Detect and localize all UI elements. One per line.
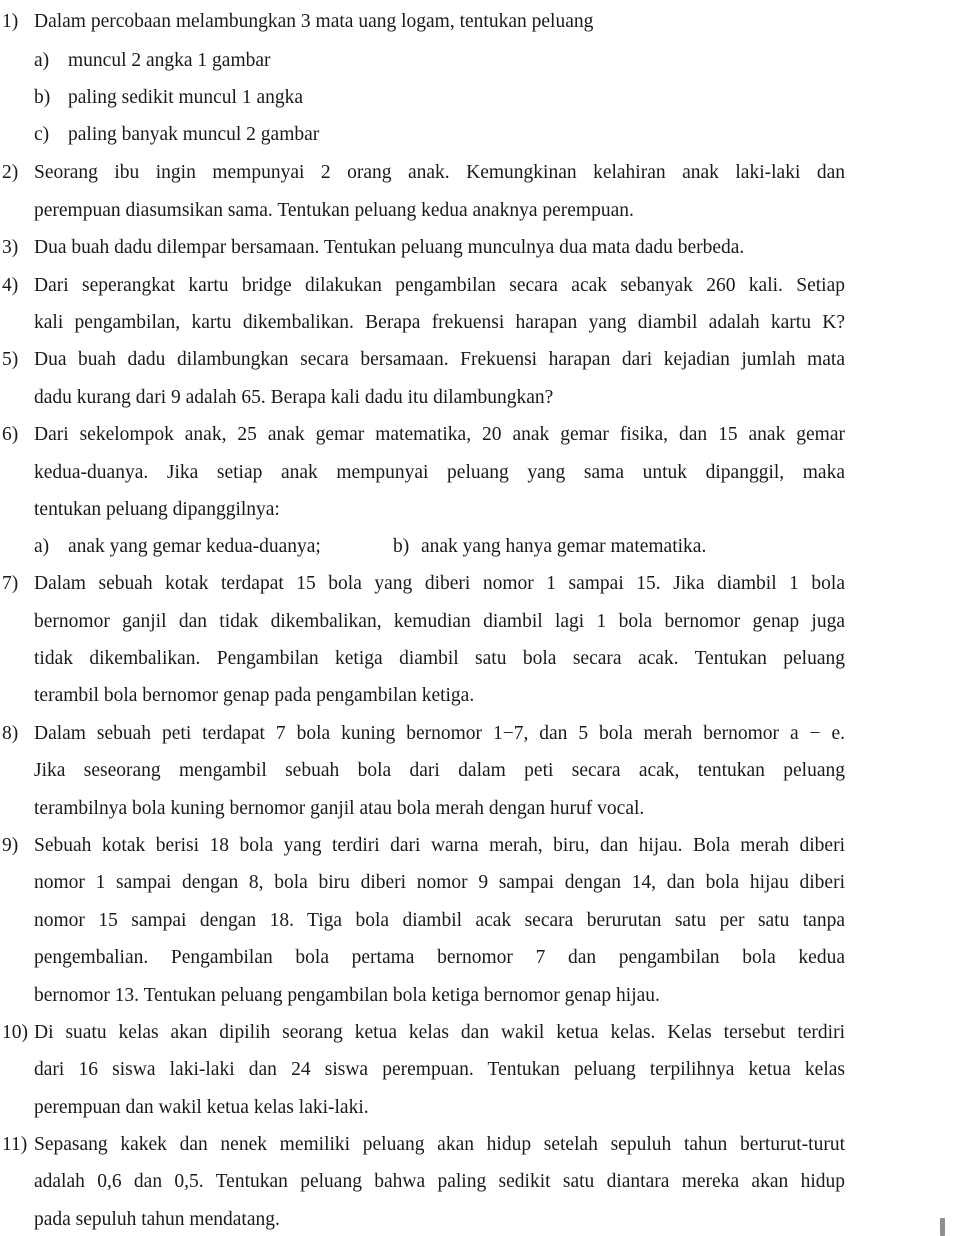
- scrollbar-thumb[interactable]: [940, 1218, 945, 1236]
- question-text-line: Seorang ibu ingin mempunyai 2 orang anak. Kemungkinan kelahiran anak laki-laki dan: [34, 162, 845, 183]
- question-text-line: Dari sekelompok anak, 25 anak gemar matematika, 20 anak gemar fisika, dan 15 anak gemar: [34, 424, 845, 445]
- question-text-line: perempuan dan wakil ketua kelas laki-laki.: [34, 1097, 369, 1118]
- question-number: 4): [2, 275, 19, 296]
- sub-item: [34, 535, 321, 559]
- question-text-line: Dalam sebuah kotak terdapat 15 bola yang diberi nomor 1 sampai 15. Jika diambil 1 bola: [34, 573, 845, 594]
- question-number: 7): [2, 573, 19, 594]
- question-number: 10): [2, 1022, 28, 1043]
- question-text-line: Di suatu kelas akan dipilih seorang ketua kelas dan wakil ketua kelas. Kelas tersebut terdiri: [34, 1022, 845, 1043]
- question-text-line: kali pengambilan, kartu dikembalikan. Berapa frekuensi harapan yang diambil adalah kartu K?: [34, 312, 845, 333]
- question-text-line: kedua-duanya. Jika setiap anak mempunyai peluang yang sama untuk dipanggil, maka: [34, 462, 845, 483]
- question-number: 2): [2, 162, 19, 183]
- sub-item-label: b): [393, 536, 410, 557]
- question-number: 6): [2, 424, 19, 445]
- sub-item-text: paling sedikit muncul 1 angka: [68, 87, 304, 108]
- sub-item-label: c): [34, 124, 50, 145]
- question-number: 9): [2, 835, 19, 856]
- sub-item-label: a): [34, 50, 50, 71]
- question-text-line: Dua buah dadu dilempar bersamaan. Tentukan peluang munculnya dua mata dadu berbeda.: [34, 237, 745, 258]
- question-text-line: Dari seperangkat kartu bridge dilakukan pengambilan secara acak sebanyak 260 kali. Setiap: [34, 275, 845, 296]
- question-text-line: Dua buah dadu dilambungkan secara bersamaan. Frekuensi harapan dari kejadian jumlah mata: [34, 349, 845, 370]
- question-text-line: tidak dikembalikan. Pengambilan ketiga diambil satu bola secara acak. Tentukan peluang: [34, 648, 845, 669]
- sub-item: [393, 535, 706, 559]
- sub-item-text: anak yang hanya gemar matematika.: [421, 536, 707, 557]
- sub-item: [34, 86, 303, 110]
- question-text-line: Dalam sebuah peti terdapat 7 bola kuning bernomor 1−7, dan 5 bola merah bernomor a − e.: [34, 723, 845, 744]
- sub-item-label: b): [34, 87, 51, 108]
- question-text-line: terambilnya bola kuning bernomor ganjil atau bola merah dengan huruf vocal.: [34, 798, 645, 819]
- question-text-line: perempuan diasumsikan sama. Tentukan peluang kedua anaknya perempuan.: [34, 200, 634, 221]
- question-text-line: adalah 0,6 dan 0,5. Tentukan peluang bahwa paling sedikit satu diantara mereka akan hidup: [34, 1171, 845, 1192]
- question-text-line: bernomor 13. Tentukan peluang pengambilan bola ketiga bernomor genap hijau.: [34, 985, 660, 1006]
- question-number: 11): [2, 1134, 28, 1155]
- question-text-line: Sebuah kotak berisi 18 bola yang terdiri dari warna merah, biru, dan hijau. Bola merah diberi: [34, 835, 845, 856]
- sub-item-text: anak yang gemar kedua-duanya;: [68, 536, 321, 557]
- question-text-line: nomor 1 sampai dengan 8, bola biru diberi nomor 9 sampai dengan 14, dan bola hijau diberi: [34, 872, 845, 893]
- question-text-line: tentukan peluang dipanggilnya:: [34, 499, 280, 520]
- question-text-line: Jika seseorang mengambil sebuah bola dari dalam peti secara acak, tentukan peluang: [34, 760, 845, 781]
- question-text-line: pengembalian. Pengambilan bola pertama bernomor 7 dan pengambilan bola kedua: [34, 947, 845, 968]
- question-text-line: Sepasang kakek dan nenek memiliki peluang akan hidup setelah sepuluh tahun berturut-turut: [34, 1134, 845, 1155]
- question-number: 5): [2, 349, 19, 370]
- sub-item: [34, 49, 271, 73]
- question-number: 3): [2, 237, 19, 258]
- question-text-line: pada sepuluh tahun mendatang.: [34, 1209, 280, 1230]
- question-text-line: terambil bola bernomor genap pada pengambilan ketiga.: [34, 685, 475, 706]
- question-text-line: nomor 15 sampai dengan 18. Tiga bola diambil acak secara berurutan satu per satu tanpa: [34, 910, 845, 931]
- sub-item-text: paling banyak muncul 2 gambar: [68, 124, 320, 145]
- sub-item-label: a): [34, 536, 50, 557]
- sub-item: [34, 123, 319, 147]
- question-text-line: bernomor ganjil dan tidak dikembalikan, kemudian diambil lagi 1 bola bernomor genap juga: [34, 611, 845, 632]
- sub-item-text: muncul 2 angka 1 gambar: [68, 50, 271, 71]
- question-number: 8): [2, 723, 19, 744]
- question-text-line: Dalam percobaan melambungkan 3 mata uang logam, tentukan peluang: [34, 11, 594, 32]
- question-text-line: dari 16 siswa laki-laki dan 24 siswa perempuan. Tentukan peluang terpilihnya ketua kelas: [34, 1059, 845, 1080]
- question-text-line: dadu kurang dari 9 adalah 65. Berapa kali dadu itu dilambungkan?: [34, 387, 554, 408]
- question-number: 1): [2, 11, 19, 32]
